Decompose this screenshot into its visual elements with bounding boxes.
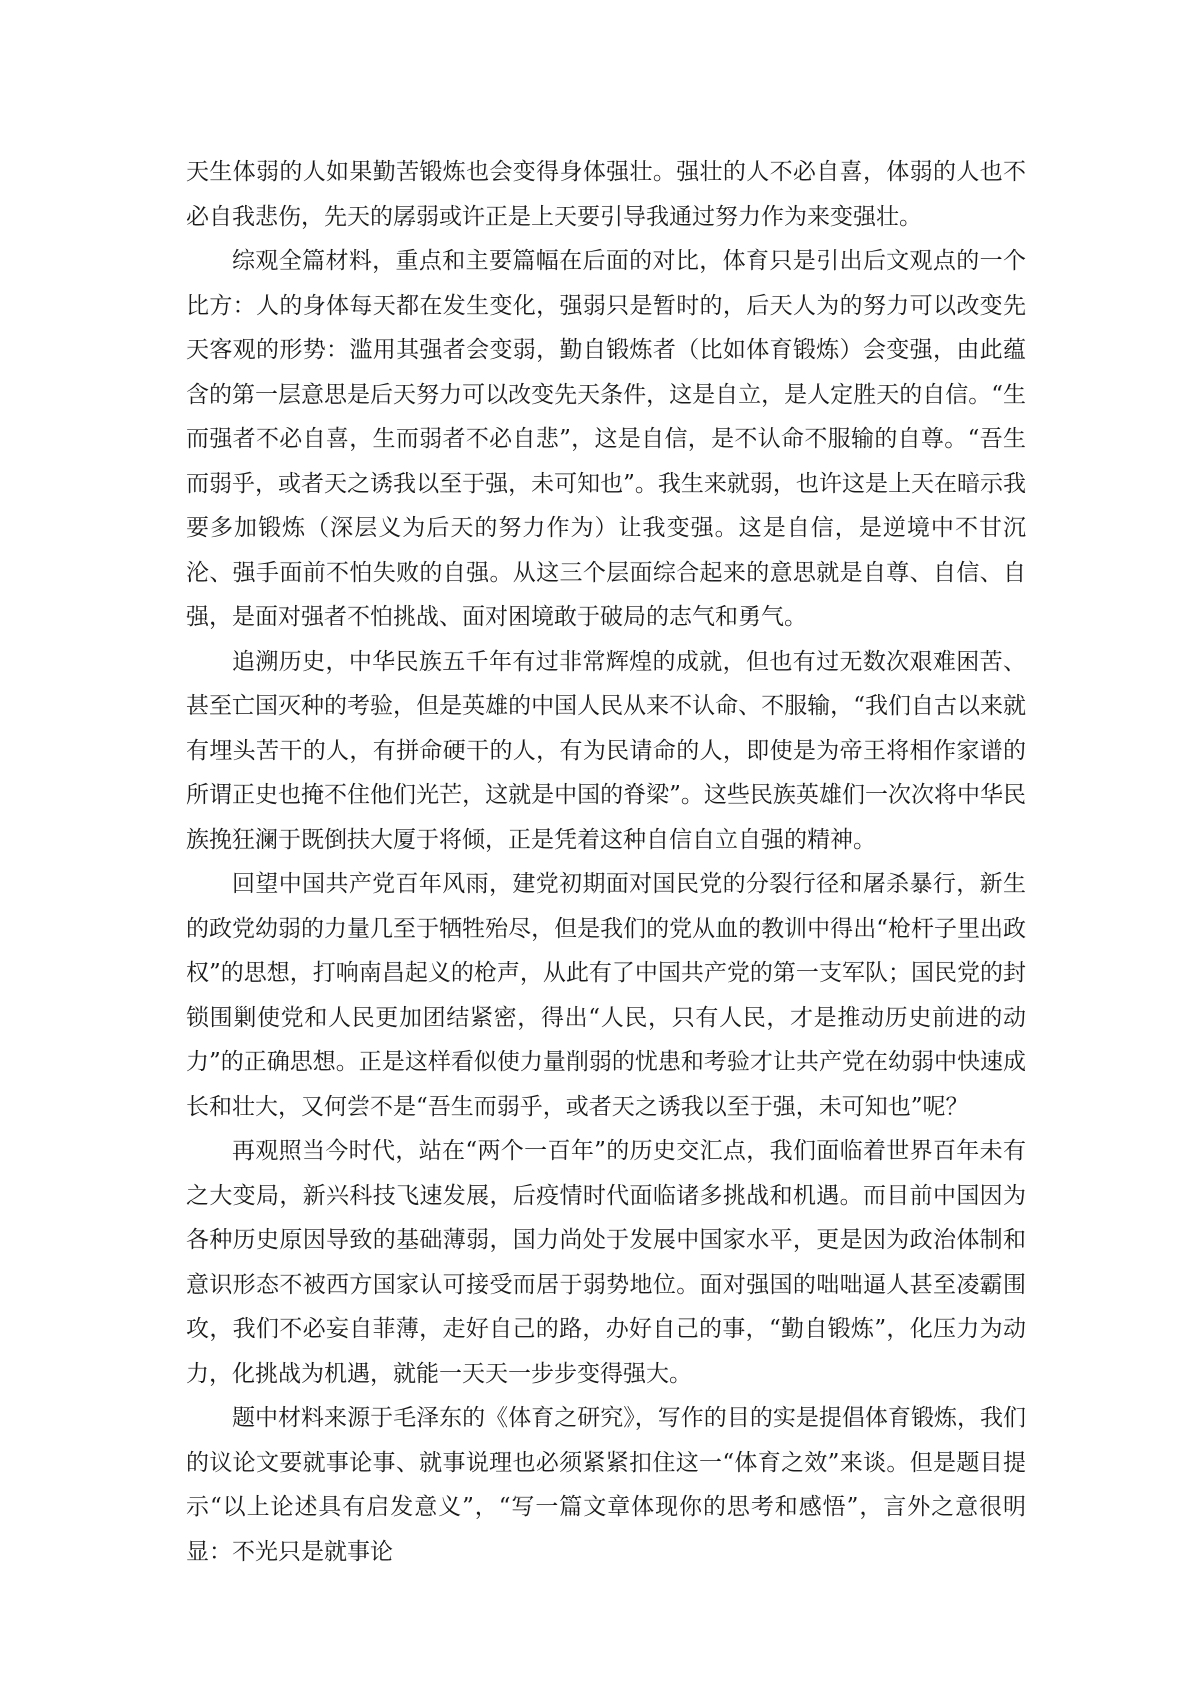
- paragraph-party-history: 回望中国共产党百年风雨，建党初期面对国民党的分裂行径和屠杀暴行，新生的政党幼弱的力量几至于牺牲殆尽，但是我们的党从血的教训中得出“枪杆子里出政权”的思想，打响南昌起义的枪声，从此有了中国共产党的第一支军队；国民党的封锁围剿使党和人民更加团结紧密，得出“人民，只有人民，才是推动历史前进的动力”的正确思想。正是这样看似使力量削弱的忧患和考验才让共产党在幼弱中快速成长和壮大，又何尝不是“吾生而弱乎，或者天之诱我以至于强，未可知也”呢？: [186, 871, 1026, 1120]
- paragraph-current-era: 再观照当今时代，站在“两个一百年”的历史交汇点，我们面临着世界百年未有之大变局，新兴科技飞速发展，后疫情时代面临诸多挑战和机遇。而目前中国因为各种历史原因导致的基础薄弱，国力尚处于发展中国家水平，更是因为政治体制和意识形态不被西方国家认可接受而居于弱势地位。面对强国的咄咄逼人甚至凌霸围攻，我们不必妄自菲薄，走好自己的路，办好自己的事，“勤自锻炼”，化压力为动力，化挑战为机遇，就能一天天一步步变得强大。: [186, 1138, 1026, 1387]
- paragraph-material-analysis: 综观全篇材料，重点和主要篇幅在后面的对比，体育只是引出后文观点的一个比方：人的身体每天都在发生变化，强弱只是暂时的，后天人为的努力可以改变先天客观的形势：滥用其强者会变弱，勤自锻炼者（比如体育锻炼）会变强，由此蕴含的第一层意思是后天努力可以改变先天条件，这是自立，是人定胜天的自信。“生而强者不必自喜，生而弱者不必自悲”，这是自信，是不认命不服输的自尊。“吾生而弱乎，或者天之诱我以至于强，未可知也”。我生来就弱，也许这是上天在暗示我要多加锻炼（深层义为后天的努力作为）让我变强。这是自信，是逆境中不甘沉沦、强手面前不怕失败的自强。从这三个层面综合起来的意思就是自尊、自信、自强，是面对强者不怕挑战、面对困境敢于破局的志气和勇气。: [186, 248, 1026, 630]
- paragraph-continuation: 天生体弱的人如果勤苦锻炼也会变得身体强壮。强壮的人不必自喜，体弱的人也不必自我悲伤，先天的孱弱或许正是上天要引导我通过努力作为来变强壮。: [186, 159, 1026, 230]
- document-body: [186, 150, 1026, 1574]
- paragraph-material-source: 题中材料来源于毛泽东的《体育之研究》，写作的目的实是提倡体育锻炼，我们的议论文要就事论事、就事说理也必须紧紧扣住这一“体育之效”来谈。但是题目提示“以上论述具有启发意义”，“写一篇文章体现你的思考和感悟”，言外之意很明显：不光只是就事论: [186, 1405, 1026, 1565]
- paragraph-history: 追溯历史，中华民族五千年有过非常辉煌的成就，但也有过无数次艰难困苦、甚至亡国灭种的考验，但是英雄的中国人民从来不认命、不服输，“我们自古以来就有埋头苦干的人，有拼命硬干的人，有为民请命的人，即使是为帝王将相作家谱的所谓正史也掩不住他们光芒，这就是中国的脊梁”。这些民族英雄们一次次将中华民族挽狂澜于既倒扶大厦于将倾，正是凭着这种自信自立自强的精神。: [186, 648, 1026, 853]
